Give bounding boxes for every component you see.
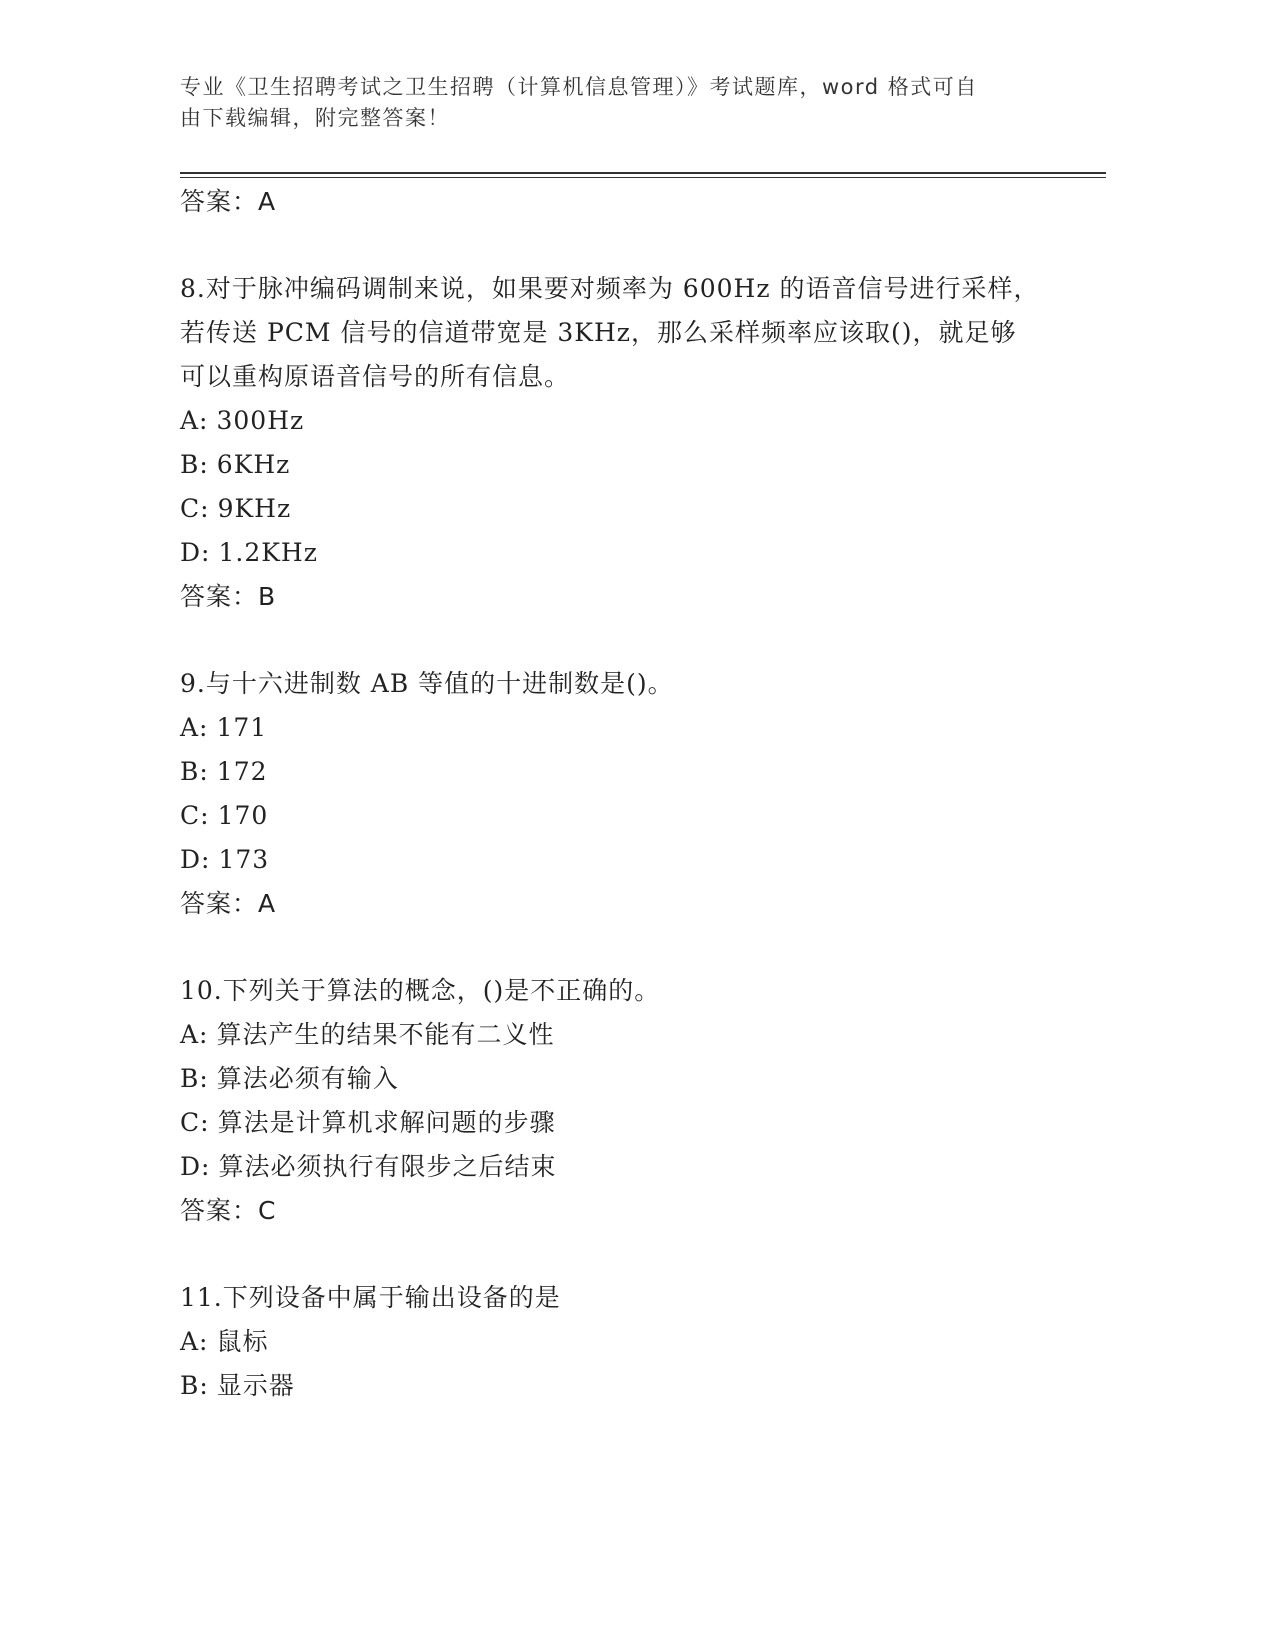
option-text: 1.2KHz xyxy=(218,538,318,567)
option-label: D: xyxy=(180,1152,211,1181)
question-8 xyxy=(180,267,1040,619)
option-text: 鼠标 xyxy=(216,1327,269,1356)
question-list xyxy=(180,180,1040,1408)
option-text: 算法必须有输入 xyxy=(216,1064,399,1093)
header-line-2: 由下载编辑，附完整答案！ xyxy=(180,106,450,130)
option-label: B: xyxy=(180,757,209,786)
answer-line: 答案：A xyxy=(180,187,277,216)
option-text: 显示器 xyxy=(216,1371,295,1400)
option-label: B: xyxy=(180,1371,209,1400)
option-text: 算法是计算机求解问题的步骤 xyxy=(217,1108,556,1137)
option-a xyxy=(180,1320,1040,1364)
option-text: 6KHz xyxy=(216,450,291,479)
header-divider-thin xyxy=(180,177,1106,178)
question-stem: 8.对于脉冲编码调制来说，如果要对频率为 600Hz 的语音信号进行采样，若传送 PCM 信号的信道带宽是 3KHz，那么采样频率应该取()，就足够可以重构原语音信号的所有信息。 xyxy=(180,274,1040,391)
option-label: C: xyxy=(180,801,210,830)
option-b xyxy=(180,443,1040,487)
option-label: C: xyxy=(180,1108,210,1137)
option-text: 300Hz xyxy=(216,406,305,435)
question-11 xyxy=(180,1276,1040,1408)
option-c xyxy=(180,794,1040,838)
option-text: 算法产生的结果不能有二义性 xyxy=(216,1020,555,1049)
option-d xyxy=(180,1145,1040,1189)
option-label: A: xyxy=(180,406,209,435)
option-label: C: xyxy=(180,494,210,523)
option-label: B: xyxy=(180,450,209,479)
question-stem: 10.下列关于算法的概念，()是不正确的。 xyxy=(180,976,661,1005)
option-c xyxy=(180,1101,1040,1145)
option-a xyxy=(180,399,1040,443)
option-label: B: xyxy=(180,1064,209,1093)
option-label: D: xyxy=(180,845,211,874)
question-stem: 9.与十六进制数 AB 等值的十进制数是()。 xyxy=(180,669,674,698)
option-text: 171 xyxy=(216,713,268,742)
option-label: A: xyxy=(180,1327,209,1356)
option-d xyxy=(180,531,1040,575)
option-a xyxy=(180,706,1040,750)
option-label: D: xyxy=(180,538,211,567)
option-text: 170 xyxy=(217,801,269,830)
answer-line: 答案：A xyxy=(180,889,277,918)
option-text: 算法必须执行有限步之后结束 xyxy=(218,1152,557,1181)
option-b xyxy=(180,1364,1040,1408)
question-10 xyxy=(180,969,1040,1233)
option-label: A: xyxy=(180,1020,209,1049)
header-divider-thick xyxy=(180,172,1106,174)
option-c xyxy=(180,487,1040,531)
question-stem: 11.下列设备中属于输出设备的是 xyxy=(180,1283,561,1312)
option-a xyxy=(180,1013,1040,1057)
option-b xyxy=(180,1057,1040,1101)
header-line-1: 专业《卫生招聘考试之卫生招聘（计算机信息管理）》考试题库，word 格式可自 xyxy=(180,75,978,99)
option-text: 9KHz xyxy=(217,494,292,523)
option-d xyxy=(180,838,1040,882)
option-b xyxy=(180,750,1040,794)
option-label: A: xyxy=(180,713,209,742)
answer-line: 答案：C xyxy=(180,1196,277,1225)
document-header xyxy=(180,72,1080,134)
question-9 xyxy=(180,662,1040,926)
option-text: 172 xyxy=(216,757,268,786)
option-text: 173 xyxy=(218,845,270,874)
answer-line: 答案：B xyxy=(180,582,277,611)
